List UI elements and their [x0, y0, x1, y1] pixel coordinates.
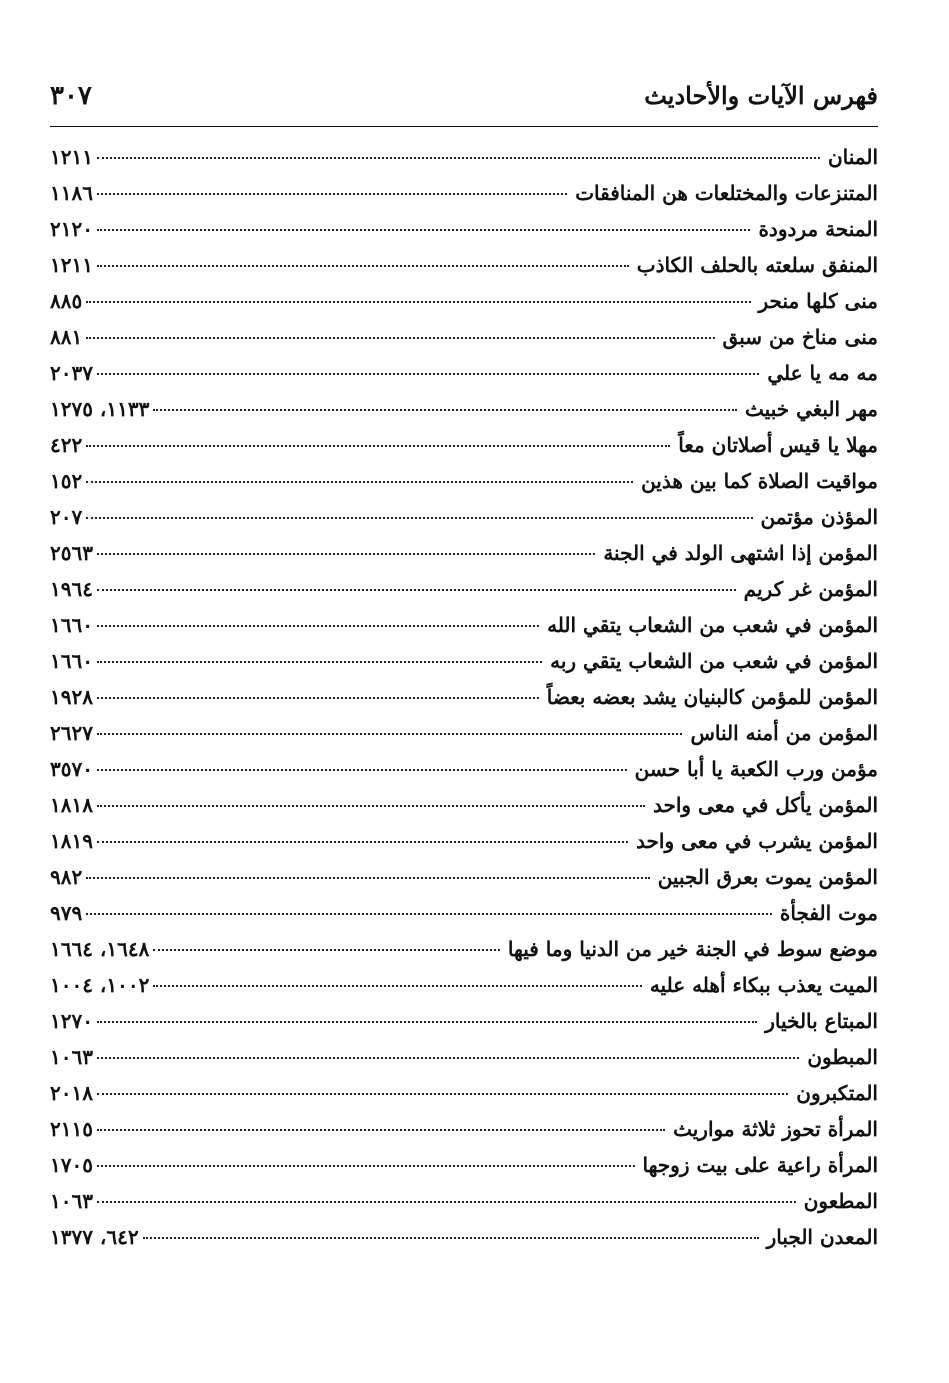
index-entries-list	[50, 139, 878, 1255]
entry-hadith-numbers: ١١٨٦	[50, 181, 93, 205]
dot-leader	[97, 193, 567, 195]
entry-hadith-numbers: ٦٤٢، ١٣٧٧	[50, 1225, 139, 1249]
entry-hadith-numbers: ١٨١٩	[50, 829, 93, 853]
dot-leader	[86, 301, 750, 303]
dot-leader	[97, 625, 539, 627]
dot-leader	[153, 949, 500, 951]
dot-leader	[97, 589, 736, 591]
entry-text: المتكبرون	[796, 1081, 878, 1105]
entry-text: المبطون	[807, 1045, 878, 1069]
page-header	[50, 78, 878, 122]
entry-text: المؤمن في شعب من الشعاب يتقي ربه	[550, 649, 878, 673]
dot-leader	[97, 229, 750, 231]
index-entry	[50, 211, 878, 247]
entry-text: مؤمن ورب الكعبة يا أبا حسن	[634, 757, 878, 781]
dot-leader	[86, 337, 714, 339]
entry-hadith-numbers: ٢٦٢٧	[50, 721, 93, 745]
entry-hadith-numbers: ١٠٦٣	[50, 1189, 93, 1213]
entry-text: المتنزعات والمختلعات هن المنافقات	[575, 181, 878, 205]
page-number: ٣٠٧	[50, 81, 92, 111]
dot-leader	[86, 877, 649, 879]
dot-leader	[97, 1057, 799, 1059]
dot-leader	[153, 985, 641, 987]
entry-hadith-numbers: ٢٠٣٧	[50, 361, 93, 385]
dot-leader	[97, 805, 645, 807]
index-entry	[50, 283, 878, 319]
index-entry	[50, 787, 878, 823]
entry-text: منى كلها منحر	[758, 289, 878, 313]
dot-leader	[97, 1165, 635, 1167]
entry-text: موت الفجأة	[779, 901, 878, 925]
index-entry	[50, 859, 878, 895]
entry-hadith-numbers: ٢٠٧	[50, 505, 83, 529]
entry-hadith-numbers: ١٢١١	[50, 145, 93, 169]
entry-hadith-numbers: ٤٢٢	[50, 433, 83, 457]
index-entry	[50, 355, 878, 391]
entry-text: المؤمن في شعب من الشعاب يتقي الله	[547, 613, 878, 637]
entry-text: مهلا يا قيس أصلاتان معاً	[678, 433, 878, 457]
dot-leader	[97, 1021, 757, 1023]
entry-text: المؤمن غر كريم	[743, 577, 878, 601]
entry-hadith-numbers: ١٦٦٠	[50, 649, 93, 673]
index-entry	[50, 1219, 878, 1255]
dot-leader	[153, 409, 737, 411]
entry-text: المرأة تحوز ثلاثة مواريث	[673, 1117, 878, 1141]
dot-leader	[86, 913, 772, 915]
entry-hadith-numbers: ١٢٧٠	[50, 1009, 93, 1033]
entry-text: المؤمن للمؤمن كالبنيان يشد بعضه بعضاً	[546, 685, 878, 709]
header-divider	[50, 126, 878, 127]
entry-text: الميت يعذب ببكاء أهله عليه	[649, 973, 878, 997]
index-entry	[50, 931, 878, 967]
index-entry	[50, 247, 878, 283]
entry-hadith-numbers: ١٩٦٤	[50, 577, 93, 601]
entry-hadith-numbers: ١٠٦٣	[50, 1045, 93, 1069]
entry-text: المنحة مردودة	[758, 217, 878, 241]
entry-text: المبتاع بالخيار	[765, 1009, 878, 1033]
dot-leader	[97, 733, 683, 735]
dot-leader	[97, 1093, 788, 1095]
dot-leader	[86, 517, 752, 519]
entry-hadith-numbers: ٨٨٥	[50, 289, 83, 313]
dot-leader	[97, 265, 629, 267]
index-entry	[50, 607, 878, 643]
index-entry	[50, 679, 878, 715]
entry-text: منى مناخ من سبق	[722, 325, 878, 349]
entry-hadith-numbers: ١٩٢٨	[50, 685, 93, 709]
index-entry	[50, 643, 878, 679]
index-entry	[50, 895, 878, 931]
entry-hadith-numbers: ١٦٦٠	[50, 613, 93, 637]
index-entry	[50, 1039, 878, 1075]
entry-hadith-numbers: ٣٥٧٠	[50, 757, 93, 781]
index-entry	[50, 463, 878, 499]
index-entry	[50, 499, 878, 535]
entry-text: مهر البغي خبيث	[745, 397, 878, 421]
entry-text: المؤمن يموت بعرق الجبين	[657, 865, 878, 889]
dot-leader	[86, 445, 670, 447]
dot-leader	[97, 553, 595, 555]
index-entry	[50, 175, 878, 211]
entry-hadith-numbers: ١٠٠٢، ١٠٠٤	[50, 973, 150, 997]
entry-text: المؤمن يشرب في معى واحد	[636, 829, 878, 853]
dot-leader	[97, 1201, 796, 1203]
entry-text: المؤمن إذا اشتهى الولد في الجنة	[603, 541, 878, 565]
entry-hadith-numbers: ١٨١٨	[50, 793, 93, 817]
dot-leader	[143, 1237, 759, 1239]
entry-text: مه مه يا علي	[767, 361, 878, 385]
entry-hadith-numbers: ١٧٠٥	[50, 1153, 93, 1177]
index-entry	[50, 1075, 878, 1111]
entry-text: موضع سوط في الجنة خير من الدنيا وما فيها	[507, 937, 878, 961]
index-entry	[50, 967, 878, 1003]
entry-text: المنفق سلعته بالحلف الكاذب	[636, 253, 878, 277]
entry-hadith-numbers: ١٦٤٨، ١٦٦٤	[50, 937, 150, 961]
index-entry	[50, 751, 878, 787]
index-entry	[50, 319, 878, 355]
index-entry	[50, 391, 878, 427]
dot-leader	[97, 841, 628, 843]
entry-hadith-numbers: ٢٠١٨	[50, 1081, 93, 1105]
entry-hadith-numbers: ٢١١٥	[50, 1117, 93, 1141]
entry-text: المرأة راعية على بيت زوجها	[642, 1153, 878, 1177]
index-entry	[50, 1111, 878, 1147]
dot-leader	[97, 661, 542, 663]
dot-leader	[97, 157, 820, 159]
entry-hadith-numbers: ٢١٢٠	[50, 217, 93, 241]
index-entry	[50, 823, 878, 859]
index-entry	[50, 535, 878, 571]
dot-leader	[97, 373, 759, 375]
index-entry	[50, 139, 878, 175]
dot-leader	[97, 769, 627, 771]
index-entry	[50, 1183, 878, 1219]
running-title: فهرس الآيات والأحاديث	[644, 81, 878, 110]
entry-text: المؤذن مؤتمن	[760, 505, 878, 529]
entry-hadith-numbers: ٩٧٩	[50, 901, 83, 925]
entry-hadith-numbers: ١١٣٣، ١٢٧٥	[50, 397, 150, 421]
index-entry	[50, 715, 878, 751]
dot-leader	[86, 481, 633, 483]
entry-hadith-numbers: ١٥٢	[50, 469, 83, 493]
entry-text: المؤمن من أمنه الناس	[690, 721, 878, 745]
entry-text: المؤمن يأكل في معى واحد	[653, 793, 878, 817]
dot-leader	[97, 1129, 665, 1131]
entry-hadith-numbers: ١٢١١	[50, 253, 93, 277]
entry-text: المطعون	[803, 1189, 878, 1213]
entry-hadith-numbers: ٩٨٢	[50, 865, 83, 889]
entry-text: المنان	[827, 145, 878, 169]
entry-hadith-numbers: ٨٨١	[50, 325, 83, 349]
index-entry	[50, 1003, 878, 1039]
index-entry	[50, 571, 878, 607]
dot-leader	[97, 697, 539, 699]
entry-text: المعدن الجبار	[766, 1225, 878, 1249]
index-entry	[50, 1147, 878, 1183]
index-entry	[50, 427, 878, 463]
entry-text: مواقيت الصلاة كما بين هذين	[641, 469, 878, 493]
entry-hadith-numbers: ٢٥٦٣	[50, 541, 93, 565]
